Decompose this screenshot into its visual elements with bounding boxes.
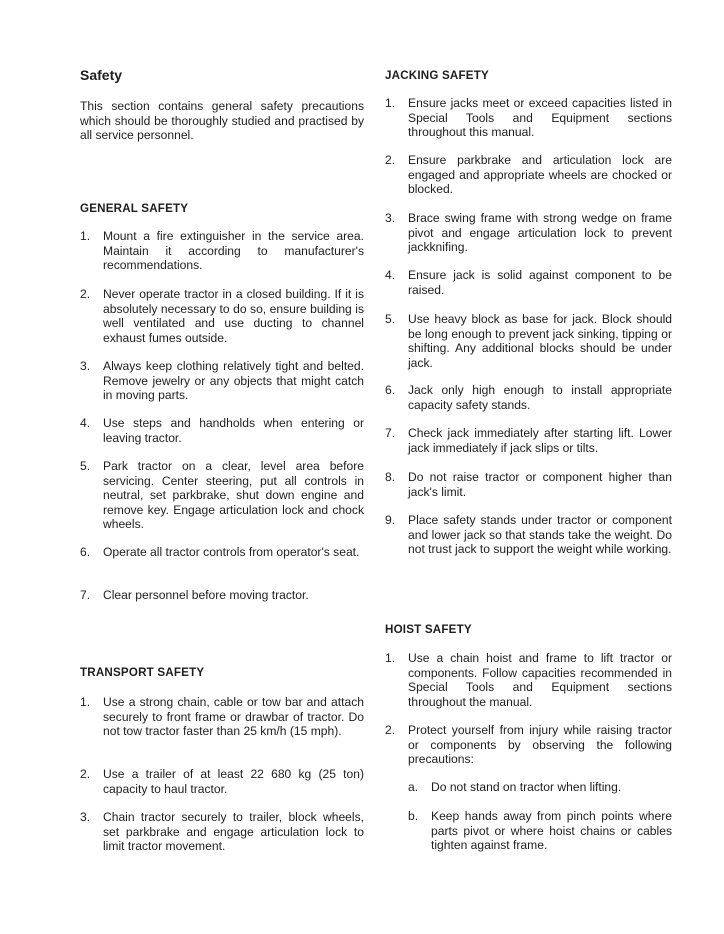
item-text: Park tractor on a clear, level area before servicing. Center steering, put all controls in neutral, set parkbrake, shut down engine and remove key. Engage articulation lock and chock wheels.	[103, 459, 364, 532]
item-number: 6.	[385, 383, 396, 397]
item-text: Ensure jack is solid against component to be raised.	[408, 268, 672, 297]
item-text: Chain tractor securely to trailer, block wheels, set parkbrake and engage articulation lock to limit tractor movement.	[103, 810, 364, 854]
list-item	[80, 459, 364, 532]
item-number: 3.	[80, 810, 91, 824]
item-number: 2.	[385, 723, 396, 737]
list-item	[385, 153, 672, 197]
page-title: Safety	[80, 67, 123, 83]
list-item	[385, 651, 672, 709]
item-number: 7.	[385, 426, 396, 440]
item-text: Operate all tractor controls from operator's seat.	[103, 545, 360, 559]
list-item	[80, 359, 364, 403]
item-text: Place safety stands under tractor or component and lower jack so that stands take the weight. Do not trust jack to support the weight while working.	[408, 513, 672, 557]
list-item	[80, 416, 364, 445]
item-number: 5.	[80, 459, 91, 473]
list-item	[80, 588, 364, 603]
item-number: 1.	[385, 96, 396, 110]
item-text: Keep hands away from pinch points where parts pivot or where hoist chains or cables tighten against frame.	[431, 809, 672, 853]
list-item	[80, 229, 364, 273]
item-text: Mount a fire extinguisher in the service area. Maintain it according to manufacturer's recommendations.	[103, 229, 364, 273]
list-item	[385, 312, 672, 370]
transport-safety-list	[80, 695, 364, 854]
item-number: 9.	[385, 513, 396, 527]
list-item	[385, 470, 672, 499]
item-text: Use heavy block as base for jack. Block should be long enough to prevent jack sinking, tipping or shifting. Any additional blocks should be under jack.	[408, 312, 672, 370]
list-item	[385, 268, 672, 297]
item-number: 2.	[80, 287, 91, 301]
list-item	[385, 383, 672, 412]
item-number: 6.	[80, 545, 91, 559]
item-text: Never operate tractor in a closed building. If it is absolutely necessary to do so, ensure building is well ventilated and use ducting to channel exhaust fumes outside.	[103, 287, 364, 345]
item-number: 7.	[80, 588, 91, 602]
jacking-safety-heading: JACKING SAFETY	[385, 69, 489, 82]
list-item	[408, 780, 672, 795]
item-number: 3.	[385, 211, 396, 225]
general-safety-heading: GENERAL SAFETY	[80, 202, 189, 215]
item-number: 5.	[385, 312, 396, 326]
list-item	[385, 723, 672, 767]
item-text: Use steps and handholds when entering or leaving tractor.	[103, 416, 364, 445]
hoist-precautions-list	[408, 780, 672, 853]
list-item	[80, 695, 364, 739]
item-number: 1.	[385, 651, 396, 665]
item-number: 8.	[385, 470, 396, 484]
transport-safety-heading: TRANSPORT SAFETY	[80, 666, 205, 679]
item-text: Use a chain hoist and frame to lift tractor or components. Follow capacities recommended in Special Tools and Equipment sections throughout the manual.	[408, 651, 672, 709]
list-item	[408, 809, 672, 853]
item-text: Brace swing frame with strong wedge on frame pivot and engage articulation lock to prevent jackknifing.	[408, 211, 672, 255]
general-safety-list	[80, 229, 364, 602]
item-text: Use a trailer of at least 22 680 kg (25 ton) capacity to haul tractor.	[103, 767, 364, 796]
item-number: 2.	[385, 153, 396, 167]
item-text: Do not stand on tractor when lifting.	[431, 780, 622, 794]
item-number: 4.	[385, 268, 396, 282]
item-text: Check jack immediately after starting lift. Lower jack immediately if jack slips or tilts.	[408, 426, 672, 455]
list-item	[80, 767, 364, 796]
item-text: Do not raise tractor or component higher than jack's limit.	[408, 470, 672, 499]
item-number: 3.	[80, 359, 91, 373]
item-number: 1.	[80, 695, 91, 709]
item-letter: a.	[408, 780, 419, 794]
list-item	[385, 211, 672, 255]
intro-paragraph: This section contains general safety precautions which should be thoroughly studied and practised by all service personnel.	[80, 99, 364, 143]
item-number: 1.	[80, 229, 91, 243]
hoist-safety-heading: HOIST SAFETY	[385, 623, 472, 636]
item-text: Jack only high enough to install appropriate capacity safety stands.	[408, 383, 672, 412]
hoist-safety-list	[385, 651, 672, 767]
item-text: Always keep clothing relatively tight and belted. Remove jewelry or any objects that might catch in moving parts.	[103, 359, 364, 403]
item-number: 2.	[80, 767, 91, 781]
jacking-safety-list	[385, 96, 672, 557]
item-text: Ensure jacks meet or exceed capacities listed in Special Tools and Equipment sections throughout this manual.	[408, 96, 672, 140]
list-item	[80, 287, 364, 345]
item-text: Protect yourself from injury while raising tractor or components by observing the following precautions:	[408, 723, 672, 767]
list-item	[80, 810, 364, 854]
list-item	[385, 96, 672, 140]
item-text: Ensure parkbrake and articulation lock are engaged and appropriate wheels are chocked or blocked.	[408, 153, 672, 197]
item-letter: b.	[408, 809, 419, 823]
item-text: Clear personnel before moving tractor.	[103, 588, 309, 602]
item-text: Use a strong chain, cable or tow bar and attach securely to front frame or drawbar of tractor. Do not tow tractor faster than 25 km/h (15 mph).	[103, 695, 364, 739]
list-item	[385, 513, 672, 557]
item-number: 4.	[80, 416, 91, 430]
list-item	[385, 426, 672, 455]
list-item	[80, 545, 364, 560]
